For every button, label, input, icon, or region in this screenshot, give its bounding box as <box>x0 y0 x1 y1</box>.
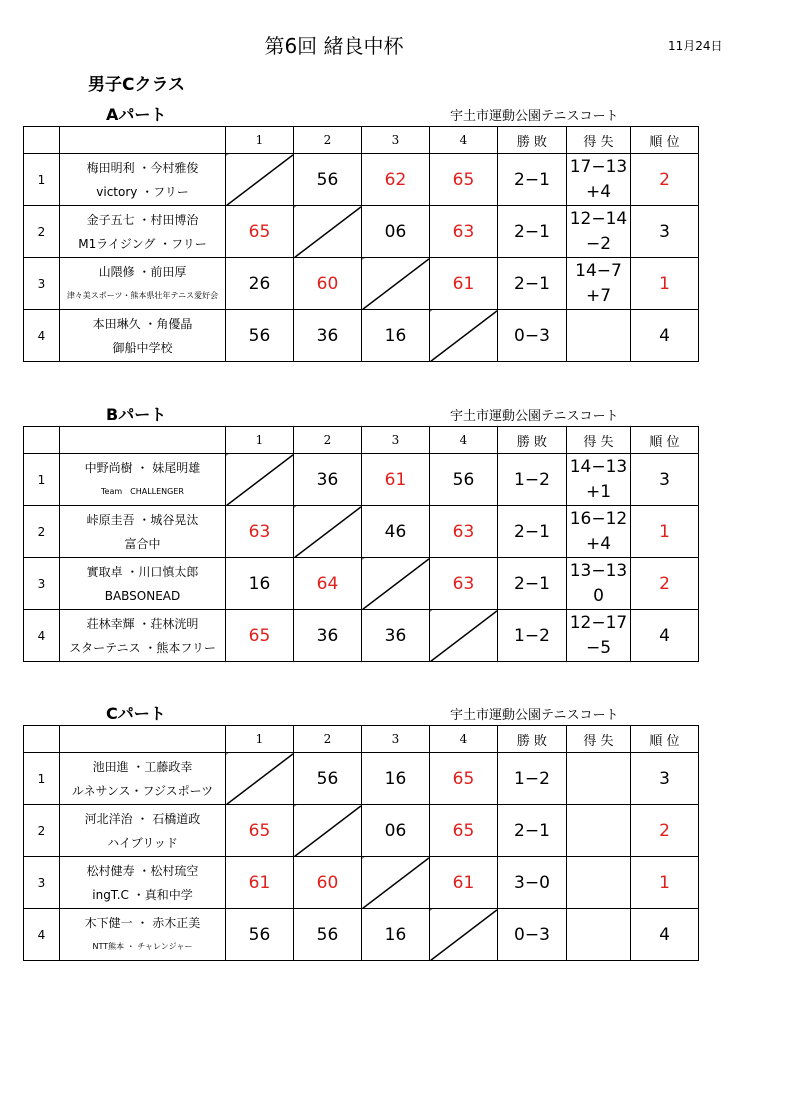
player-names: 梅田明利 ・今村雅俊 <box>86 160 199 175</box>
win-loss: 1−2 <box>498 610 567 662</box>
win-loss: 3−0 <box>498 857 567 909</box>
class-title: 男子Cクラス <box>88 75 185 95</box>
player-names: 木下健一 ・ 赤木正美 <box>84 915 201 930</box>
score-cell: 65 <box>226 206 294 258</box>
table-row <box>24 154 699 206</box>
win-loss: 0−3 <box>498 310 567 362</box>
row-number: 1 <box>24 454 60 506</box>
header-col-3: 3 <box>362 726 430 753</box>
table-row <box>24 454 699 506</box>
score-cell: 56 <box>226 909 294 961</box>
score-cell: 06 <box>362 805 430 857</box>
diagonal-cell <box>294 506 362 558</box>
win-loss: 2−1 <box>498 805 567 857</box>
header-rank: 順 位 <box>631 427 699 454</box>
header-col-1: 1 <box>226 726 294 753</box>
header-row <box>24 726 699 753</box>
win-loss: 2−1 <box>498 258 567 310</box>
rank: 4 <box>631 610 699 662</box>
rank: 2 <box>631 805 699 857</box>
score-cell: 61 <box>430 857 498 909</box>
games-ratio: 12−14 <box>569 208 628 229</box>
player-names: 池田進 ・工藤政幸 <box>92 759 193 774</box>
team-name: ハイブリッド <box>107 835 178 850</box>
win-loss: 1−2 <box>498 753 567 805</box>
team-name: 富合中 <box>124 536 161 551</box>
event-date: 11月24日 <box>668 39 723 53</box>
score-cell: 56 <box>226 310 294 362</box>
score-cell: 56 <box>294 909 362 961</box>
games-diff: −2 <box>585 233 612 254</box>
diagonal-cell <box>362 857 430 909</box>
player-cell <box>60 258 226 310</box>
table-row <box>24 909 699 961</box>
player-cell <box>60 454 226 506</box>
score-cell: 65 <box>430 805 498 857</box>
rank: 2 <box>631 558 699 610</box>
points-diff <box>567 909 631 961</box>
header-players <box>60 427 226 454</box>
header-row <box>24 127 699 154</box>
rank: 1 <box>631 258 699 310</box>
points-diff <box>567 258 631 310</box>
row-number: 1 <box>24 753 60 805</box>
diagonal-cell <box>362 258 430 310</box>
row-number: 4 <box>24 310 60 362</box>
row-number: 4 <box>24 610 60 662</box>
team-name: M1ライジング ・フリー <box>78 236 207 251</box>
player-names: 松村健寿 ・松村琉空 <box>86 863 199 878</box>
games-ratio: 12−17 <box>569 612 628 633</box>
part-title: Aパート <box>106 105 167 124</box>
player-cell <box>60 506 226 558</box>
diagonal-cell <box>294 805 362 857</box>
row-number: 2 <box>24 805 60 857</box>
player-cell <box>60 753 226 805</box>
team-name: 津々美スポーツ・熊本県壮年テニス愛好会 <box>66 290 219 300</box>
header-points: 得 失 <box>567 427 631 454</box>
points-diff <box>567 454 631 506</box>
score-cell: 36 <box>294 454 362 506</box>
score-cell: 65 <box>226 610 294 662</box>
team-name: Team CHALLENGER <box>101 486 184 496</box>
header-win-loss: 勝 敗 <box>498 726 567 753</box>
player-names: 荘林幸輝 ・荘林洸明 <box>86 616 199 631</box>
header-col-2: 2 <box>294 127 362 154</box>
row-number: 4 <box>24 909 60 961</box>
score-cell: 65 <box>226 805 294 857</box>
diagonal-cell <box>226 753 294 805</box>
score-cell: 64 <box>294 558 362 610</box>
header-col-4: 4 <box>430 427 498 454</box>
player-names: 本田琳久 ・角優晶 <box>92 316 193 331</box>
rank: 3 <box>631 454 699 506</box>
rank: 1 <box>631 857 699 909</box>
score-cell: 36 <box>294 610 362 662</box>
diagonal-cell <box>430 310 498 362</box>
points-diff <box>567 857 631 909</box>
table-row <box>24 310 699 362</box>
rank: 3 <box>631 753 699 805</box>
score-cell: 36 <box>362 610 430 662</box>
diagonal-cell <box>226 154 294 206</box>
header-rank: 順 位 <box>631 726 699 753</box>
points-diff <box>567 154 631 206</box>
win-loss: 2−1 <box>498 206 567 258</box>
points-diff <box>567 753 631 805</box>
header-win-loss: 勝 敗 <box>498 427 567 454</box>
row-number: 3 <box>24 857 60 909</box>
table-row <box>24 857 699 909</box>
header-col-2: 2 <box>294 427 362 454</box>
score-cell: 06 <box>362 206 430 258</box>
header-col-3: 3 <box>362 427 430 454</box>
header-rank: 順 位 <box>631 127 699 154</box>
points-diff <box>567 206 631 258</box>
player-names: 峠原圭吾 ・城谷晃汰 <box>86 512 199 527</box>
header-players <box>60 127 226 154</box>
team-name: ルネサンス・フジスポーツ <box>71 783 214 798</box>
score-cell: 16 <box>362 310 430 362</box>
player-cell <box>60 805 226 857</box>
league-table <box>23 725 699 961</box>
score-cell: 61 <box>430 258 498 310</box>
team-name: victory ・フリー <box>96 184 189 199</box>
header-corner <box>24 127 60 154</box>
row-number: 3 <box>24 558 60 610</box>
score-cell: 56 <box>294 753 362 805</box>
header-players <box>60 726 226 753</box>
player-cell <box>60 206 226 258</box>
rank: 2 <box>631 154 699 206</box>
row-number: 2 <box>24 506 60 558</box>
team-name: BABSONEAD <box>104 588 181 603</box>
score-cell: 56 <box>430 454 498 506</box>
score-cell: 63 <box>226 506 294 558</box>
player-cell <box>60 310 226 362</box>
player-names: 山隈修 ・前田厚 <box>98 264 187 279</box>
games-diff: +1 <box>585 481 612 502</box>
table-row <box>24 506 699 558</box>
win-loss: 2−1 <box>498 558 567 610</box>
score-cell: 63 <box>430 506 498 558</box>
diagonal-cell <box>430 909 498 961</box>
header-col-2: 2 <box>294 726 362 753</box>
score-cell: 26 <box>226 258 294 310</box>
score-cell: 63 <box>430 558 498 610</box>
points-diff <box>567 310 631 362</box>
header-col-1: 1 <box>226 427 294 454</box>
rank: 3 <box>631 206 699 258</box>
games-diff: +7 <box>585 285 612 306</box>
score-cell: 60 <box>294 857 362 909</box>
table-row <box>24 258 699 310</box>
team-name: スターテニス ・熊本フリー <box>69 640 216 655</box>
score-cell: 56 <box>294 154 362 206</box>
games-ratio: 17−13 <box>569 156 628 177</box>
table-row <box>24 610 699 662</box>
team-name: NTT熊本 ・ チャレンジャー <box>92 941 193 951</box>
points-diff <box>567 610 631 662</box>
player-names: 金子五七 ・村田博治 <box>86 212 199 227</box>
games-diff: +4 <box>585 533 612 554</box>
table-row <box>24 206 699 258</box>
header-col-4: 4 <box>430 127 498 154</box>
team-name: 御船中学校 <box>112 340 173 355</box>
venue-name: 宇土市運動公園テニスコート <box>450 109 619 124</box>
score-cell: 60 <box>294 258 362 310</box>
rank: 4 <box>631 310 699 362</box>
score-cell: 16 <box>362 753 430 805</box>
player-cell <box>60 610 226 662</box>
games-ratio: 16−12 <box>569 508 628 529</box>
win-loss: 2−1 <box>498 154 567 206</box>
league-table <box>23 126 699 362</box>
rank: 1 <box>631 506 699 558</box>
header-corner <box>24 726 60 753</box>
part-title: Cパート <box>106 704 166 723</box>
player-cell <box>60 857 226 909</box>
diagonal-cell <box>430 610 498 662</box>
header-corner <box>24 427 60 454</box>
games-diff: +4 <box>585 181 612 202</box>
header-col-4: 4 <box>430 726 498 753</box>
team-name: ingT.C ・真和中学 <box>92 887 193 902</box>
points-diff <box>567 805 631 857</box>
score-cell: 16 <box>362 909 430 961</box>
player-names: 實取卓 ・川口慎太郎 <box>86 564 199 579</box>
score-cell: 63 <box>430 206 498 258</box>
player-cell <box>60 154 226 206</box>
win-loss: 0−3 <box>498 909 567 961</box>
games-diff: −5 <box>585 637 612 658</box>
score-cell: 61 <box>362 454 430 506</box>
score-cell: 61 <box>226 857 294 909</box>
header-points: 得 失 <box>567 726 631 753</box>
games-ratio: 14−7 <box>575 260 622 281</box>
row-number: 3 <box>24 258 60 310</box>
row-number: 2 <box>24 206 60 258</box>
player-names: 中野尚樹 ・ 妹尾明雄 <box>84 460 201 475</box>
games-diff: 0 <box>593 585 604 606</box>
diagonal-cell <box>362 558 430 610</box>
games-ratio: 14−13 <box>569 456 628 477</box>
page-title: 第6回 緒良中杯 <box>264 34 404 58</box>
score-cell: 62 <box>362 154 430 206</box>
points-diff <box>567 558 631 610</box>
score-cell: 16 <box>226 558 294 610</box>
header-points: 得 失 <box>567 127 631 154</box>
diagonal-cell <box>294 206 362 258</box>
table-row <box>24 558 699 610</box>
win-loss: 2−1 <box>498 506 567 558</box>
player-names: 河北洋治 ・ 石橋道政 <box>84 811 201 826</box>
table-row <box>24 805 699 857</box>
score-cell: 65 <box>430 154 498 206</box>
games-ratio: 13−13 <box>569 560 628 581</box>
score-cell: 65 <box>430 753 498 805</box>
header-col-1: 1 <box>226 127 294 154</box>
score-cell: 46 <box>362 506 430 558</box>
score-cell: 36 <box>294 310 362 362</box>
win-loss: 1−2 <box>498 454 567 506</box>
row-number: 1 <box>24 154 60 206</box>
header-col-3: 3 <box>362 127 430 154</box>
player-cell <box>60 909 226 961</box>
league-table <box>23 426 699 662</box>
header-row <box>24 427 699 454</box>
part-title: Bパート <box>106 405 167 424</box>
table-row <box>24 753 699 805</box>
venue-name: 宇土市運動公園テニスコート <box>450 708 619 723</box>
rank: 4 <box>631 909 699 961</box>
header-win-loss: 勝 敗 <box>498 127 567 154</box>
venue-name: 宇土市運動公園テニスコート <box>450 409 619 424</box>
points-diff <box>567 506 631 558</box>
diagonal-cell <box>226 454 294 506</box>
player-cell <box>60 558 226 610</box>
